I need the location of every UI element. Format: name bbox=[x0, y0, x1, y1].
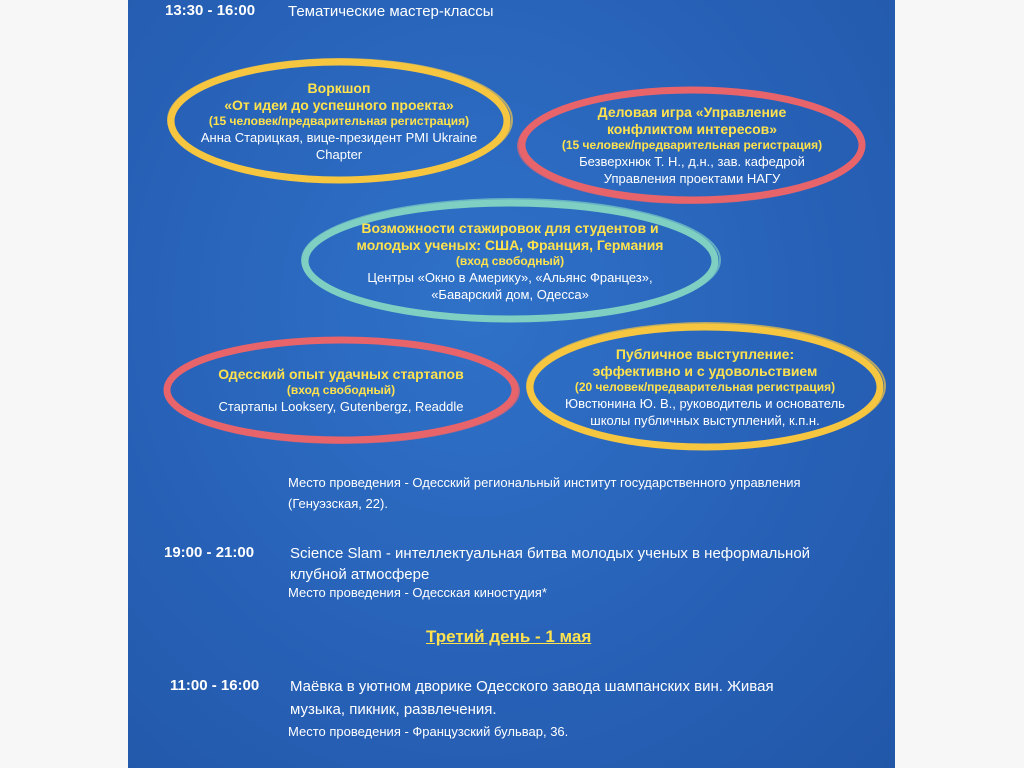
mayovka-line-2: музыка, пикник, развлечения. bbox=[290, 701, 497, 718]
time-masterclasses: 13:30 - 16:00 bbox=[165, 2, 256, 19]
science-slam-line-1: Science Slam - интеллектуальная битва молодых ученых в неформальной bbox=[290, 545, 811, 562]
public-speaking-title-1: Публичное выступление: bbox=[615, 345, 795, 362]
workshop-note: (15 человек/предварительная регистрация) bbox=[208, 113, 470, 128]
venue-boulevard: Место проведения - Французский бульвар, 36. bbox=[288, 724, 569, 739]
venue-institute-line-1: Место проведения - Одесский региональный институт государственного управления bbox=[288, 475, 801, 490]
internships-ellipse bbox=[298, 196, 722, 326]
science-slam-line-2: клубной атмосфере bbox=[290, 566, 430, 583]
venue-film-studio: Место проведения - Одесская киностудия* bbox=[288, 585, 547, 600]
public-speaking-speaker-1: Ювстюнина Ю. В., руководитель и основатель bbox=[565, 395, 845, 411]
business-game-speaker-1: Безверхнюк Т. Н., д.н., зав. кафедрой bbox=[579, 153, 805, 169]
venue-institute bbox=[288, 472, 801, 514]
business-game-ellipse bbox=[516, 84, 868, 206]
workshop-title-2: «От идеи до успешного проекта» bbox=[224, 96, 454, 113]
internships-title-1: Возможности стажировок для студентов и bbox=[361, 219, 659, 236]
science-slam-description bbox=[290, 543, 810, 585]
startups-title: Одесский опыт удачных стартапов bbox=[218, 365, 464, 382]
left-margin bbox=[0, 0, 128, 768]
startups-ellipse bbox=[160, 334, 522, 446]
business-game-title-1: Деловая игра «Управление bbox=[597, 103, 787, 120]
day-three-heading: Третий день - 1 мая bbox=[426, 627, 592, 646]
masterclasses-title: Тематические мастер-классы bbox=[288, 3, 494, 20]
workshop-speaker-2: Chapter bbox=[315, 146, 363, 162]
program-poster bbox=[128, 0, 895, 768]
internships-title-2: молодых ученых: США, Франция, Германия bbox=[356, 236, 664, 253]
public-speaking-speaker-2: школы публичных выступлений, к.п.н. bbox=[590, 412, 820, 428]
time-science-slam: 19:00 - 21:00 bbox=[164, 544, 255, 561]
venue-institute-line-2: (Генуэзская, 22). bbox=[288, 496, 388, 511]
startups-note: (вход свободный) bbox=[286, 382, 396, 397]
mayovka-description bbox=[290, 675, 774, 721]
mayovka-line-1: Маёвка в уютном дворике Одесского завода шампанских вин. Живая bbox=[290, 678, 774, 695]
internships-speaker-2: «Баварский дом, Одесса» bbox=[431, 286, 589, 302]
workshop-speaker-1: Анна Старицкая, вице-президент PMI Ukraine bbox=[200, 129, 478, 145]
public-speaking-ellipse bbox=[522, 320, 888, 454]
internships-note: (вход свободный) bbox=[455, 253, 565, 268]
business-game-speaker-2: Управления проектами НАГУ bbox=[603, 170, 781, 186]
business-game-note: (15 человек/предварительная регистрация) bbox=[561, 137, 823, 152]
public-speaking-title-2: эффективно и с удовольствием bbox=[592, 362, 818, 379]
time-mayovka: 11:00 - 16:00 bbox=[170, 677, 260, 694]
right-margin bbox=[895, 0, 1024, 768]
public-speaking-note: (20 человек/предварительная регистрация) bbox=[574, 379, 836, 394]
startups-speaker: Стартапы Looksery, Gutenbergz, Readdle bbox=[218, 398, 464, 414]
workshop-ellipse bbox=[164, 56, 514, 186]
business-game-title-2: конфликтом интересов» bbox=[606, 120, 778, 137]
internships-speaker-1: Центры «Окно в Америку», «Альянс Францез», bbox=[367, 269, 653, 285]
workshop-title-1: Воркшоп bbox=[307, 79, 371, 96]
